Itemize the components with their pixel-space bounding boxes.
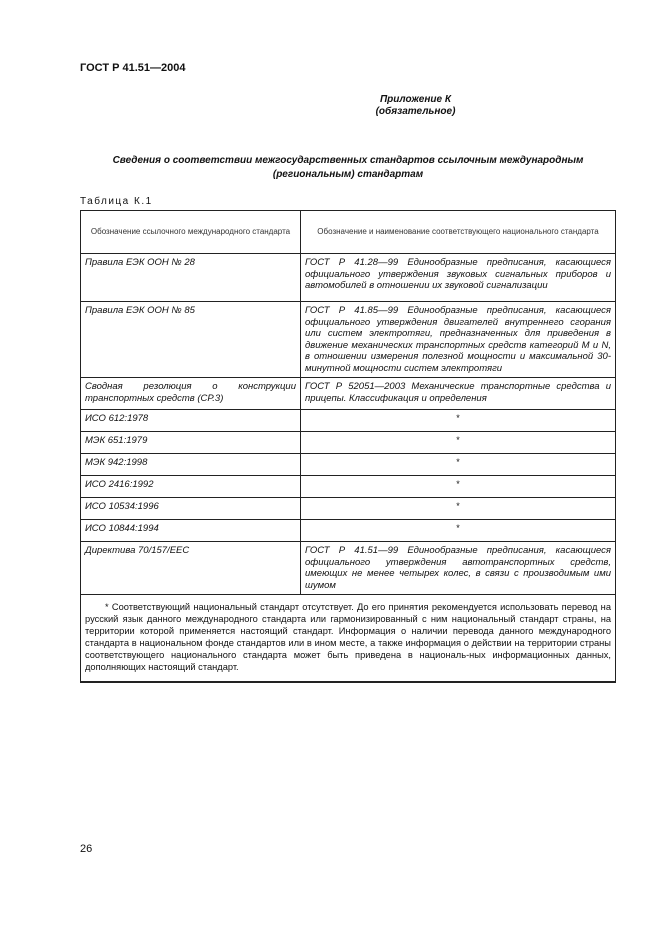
- ref-cell: Сводная резолюция о конструкции транспортных средств (СР.3): [81, 378, 301, 410]
- section-title: [80, 154, 616, 182]
- ref-cell: ИСО 10534:1996: [81, 498, 301, 520]
- annex-heading: [80, 94, 616, 118]
- national-cell: *: [301, 520, 616, 542]
- national-cell: *: [301, 498, 616, 520]
- table-row: [81, 302, 616, 378]
- ref-cell: ИСО 10844:1994: [81, 520, 301, 542]
- annex-status: (обязательное): [375, 106, 456, 117]
- table-header-row: [81, 211, 616, 254]
- table-caption: Таблица К.1: [80, 196, 153, 207]
- national-cell: *: [301, 476, 616, 498]
- page-number: 26: [80, 843, 93, 855]
- national-cell: ГОСТ Р 41.28—99 Единообразные предписания, касающиеся официального утверждения звуковых сигнальных приборов и автомобилей в отношении их звуковой сигнализации: [301, 254, 616, 302]
- ref-cell: МЭК 942:1998: [81, 454, 301, 476]
- national-cell: ГОСТ Р 52051—2003 Механические транспортные средства и прицепы. Классификация и определения: [301, 378, 616, 410]
- document-header: ГОСТ Р 41.51—2004: [80, 62, 186, 74]
- table-row: [81, 476, 616, 498]
- ref-cell: Правила ЕЭК ООН № 28: [81, 254, 301, 302]
- national-cell: *: [301, 410, 616, 432]
- table-row: [81, 454, 616, 476]
- national-cell: ГОСТ Р 41.85—99 Единообразные предписания, касающиеся официального утверждения двигателей внутреннего сгорания или систем электротяги, предназначенных для приведения в движение механических транспортных средств категорий М и N, в отношении измерения полезной мощности и максимальной 30-минутной мощности систем электротяги: [301, 302, 616, 378]
- table-row: [81, 542, 616, 595]
- ref-cell: МЭК 651:1979: [81, 432, 301, 454]
- national-cell: ГОСТ Р 41.51—99 Единообразные предписания, касающиеся официального утверждения автотранспортных средств, имеющих не менее четырех колес, в связи с производимым ими шумом: [301, 542, 616, 595]
- section-title-line1: Сведения о соответствии межгосударственных стандартов ссылочным международным: [112, 155, 584, 166]
- footnote-row: [81, 595, 616, 683]
- ref-cell: Директива 70/157/ЕЕС: [81, 542, 301, 595]
- ref-cell: ИСО 612:1978: [81, 410, 301, 432]
- annex-title: Приложение К: [379, 94, 452, 105]
- column-header-national: Обозначение и наименование соответствующего национального стандарта: [301, 211, 616, 254]
- section-title-line2: (региональным) стандартам: [272, 169, 424, 180]
- correspondence-table: [80, 210, 616, 683]
- table-row: [81, 520, 616, 542]
- column-header-international: Обозначение ссылочного международного стандарта: [81, 211, 301, 254]
- table-row: [81, 254, 616, 302]
- table-row: [81, 410, 616, 432]
- table-row: [81, 432, 616, 454]
- national-cell: *: [301, 454, 616, 476]
- table-row: [81, 498, 616, 520]
- ref-cell: ИСО 2416:1992: [81, 476, 301, 498]
- table-footnote: * Соответствующий национальный стандарт отсутствует. До его принятия рекомендуется использовать перевод на русский язык данного международного стандарта или гармонизированный с ним национальный стандарт страны, на территории которой применяется настоящий стандарт. Информация о наличии перевода данного международного стандарта в национальном фонде стандартов или в ином месте, а также информация о действии на территории страны соответствующего национального стандарта может быть приведена в националь-ных информационных данных, дополняющих настоящий стандарт.: [81, 595, 616, 683]
- ref-cell: Правила ЕЭК ООН № 85: [81, 302, 301, 378]
- table-row: [81, 378, 616, 410]
- national-cell: *: [301, 432, 616, 454]
